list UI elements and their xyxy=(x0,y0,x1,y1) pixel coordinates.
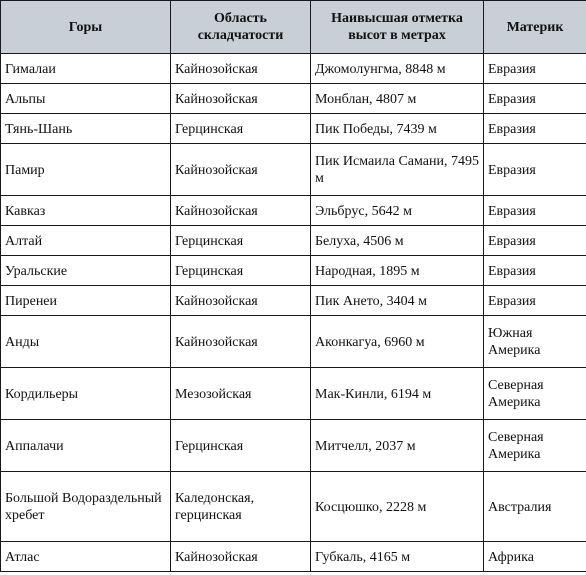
header-continent: Материк xyxy=(484,1,586,54)
cell-folding-area: Герцинская xyxy=(171,256,311,286)
cell-continent: Африка xyxy=(484,542,586,572)
cell-continent: Евразия xyxy=(484,84,586,114)
cell-folding-area: Кайнозойская xyxy=(171,54,311,84)
cell-highest-point: Пик Исмаила Самани, 7495 м xyxy=(311,144,484,196)
cell-mountains: Уральские xyxy=(1,256,171,286)
header-mountains: Горы xyxy=(1,1,171,54)
cell-highest-point: Пик Победы, 7439 м xyxy=(311,114,484,144)
cell-continent: Евразия xyxy=(484,114,586,144)
cell-highest-point: Губкаль, 4165 м xyxy=(311,542,484,572)
table-row xyxy=(1,54,586,84)
cell-continent: Южная Америка xyxy=(484,316,586,368)
cell-folding-area: Каледонская, герцинская xyxy=(171,472,311,542)
cell-mountains: Аппалачи xyxy=(1,420,171,472)
cell-mountains: Тянь-Шань xyxy=(1,114,171,144)
cell-folding-area: Герцинская xyxy=(171,420,311,472)
cell-highest-point: Аконкагуа, 6960 м xyxy=(311,316,484,368)
cell-mountains: Кордильеры xyxy=(1,368,171,420)
cell-folding-area: Кайнозойская xyxy=(171,84,311,114)
table-row xyxy=(1,196,586,226)
cell-highest-point: Мак-Кинли, 6194 м xyxy=(311,368,484,420)
cell-folding-area: Кайнозойская xyxy=(171,316,311,368)
cell-highest-point: Джомолунгма, 8848 м xyxy=(311,54,484,84)
cell-highest-point: Народная, 1895 м xyxy=(311,256,484,286)
table-row xyxy=(1,542,586,572)
cell-mountains: Альпы xyxy=(1,84,171,114)
cell-mountains: Памир xyxy=(1,144,171,196)
table-row xyxy=(1,316,586,368)
table-row xyxy=(1,226,586,256)
cell-mountains: Кавказ xyxy=(1,196,171,226)
cell-highest-point: Пик Ането, 3404 м xyxy=(311,286,484,316)
cell-folding-area: Кайнозойская xyxy=(171,144,311,196)
table-row xyxy=(1,114,586,144)
cell-folding-area: Герцинская xyxy=(171,114,311,144)
cell-mountains: Гималаи xyxy=(1,54,171,84)
cell-mountains: Большой Водораздельный хребет xyxy=(1,472,171,542)
cell-continent: Евразия xyxy=(484,196,586,226)
cell-highest-point: Митчелл, 2037 м xyxy=(311,420,484,472)
cell-folding-area: Герцинская xyxy=(171,226,311,256)
cell-continent: Евразия xyxy=(484,256,586,286)
table-row xyxy=(1,256,586,286)
cell-mountains: Анды xyxy=(1,316,171,368)
cell-mountains: Атлас xyxy=(1,542,171,572)
cell-continent: Австралия xyxy=(484,472,586,542)
cell-continent: Евразия xyxy=(484,286,586,316)
table-row xyxy=(1,420,586,472)
cell-highest-point: Косцюшко, 2228 м xyxy=(311,472,484,542)
cell-continent: Северная Америка xyxy=(484,368,586,420)
cell-highest-point: Белуха, 4506 м xyxy=(311,226,484,256)
header-highest-point: Наивысшая отметка высот в метрах xyxy=(311,1,484,54)
table-row xyxy=(1,144,586,196)
cell-folding-area: Кайнозойская xyxy=(171,196,311,226)
table-row xyxy=(1,472,586,542)
cell-mountains: Пиренеи xyxy=(1,286,171,316)
header-row xyxy=(1,1,586,54)
cell-highest-point: Эльбрус, 5642 м xyxy=(311,196,484,226)
cell-continent: Северная Америка xyxy=(484,420,586,472)
cell-mountains: Алтай xyxy=(1,226,171,256)
cell-continent: Евразия xyxy=(484,54,586,84)
table-row xyxy=(1,286,586,316)
table-row xyxy=(1,84,586,114)
cell-continent: Евразия xyxy=(484,144,586,196)
table-row xyxy=(1,368,586,420)
cell-highest-point: Монблан, 4807 м xyxy=(311,84,484,114)
cell-folding-area: Мезозойская xyxy=(171,368,311,420)
cell-folding-area: Кайнозойская xyxy=(171,542,311,572)
cell-continent: Евразия xyxy=(484,226,586,256)
header-folding-area: Область складчатости xyxy=(171,1,311,54)
cell-folding-area: Кайнозойская xyxy=(171,286,311,316)
